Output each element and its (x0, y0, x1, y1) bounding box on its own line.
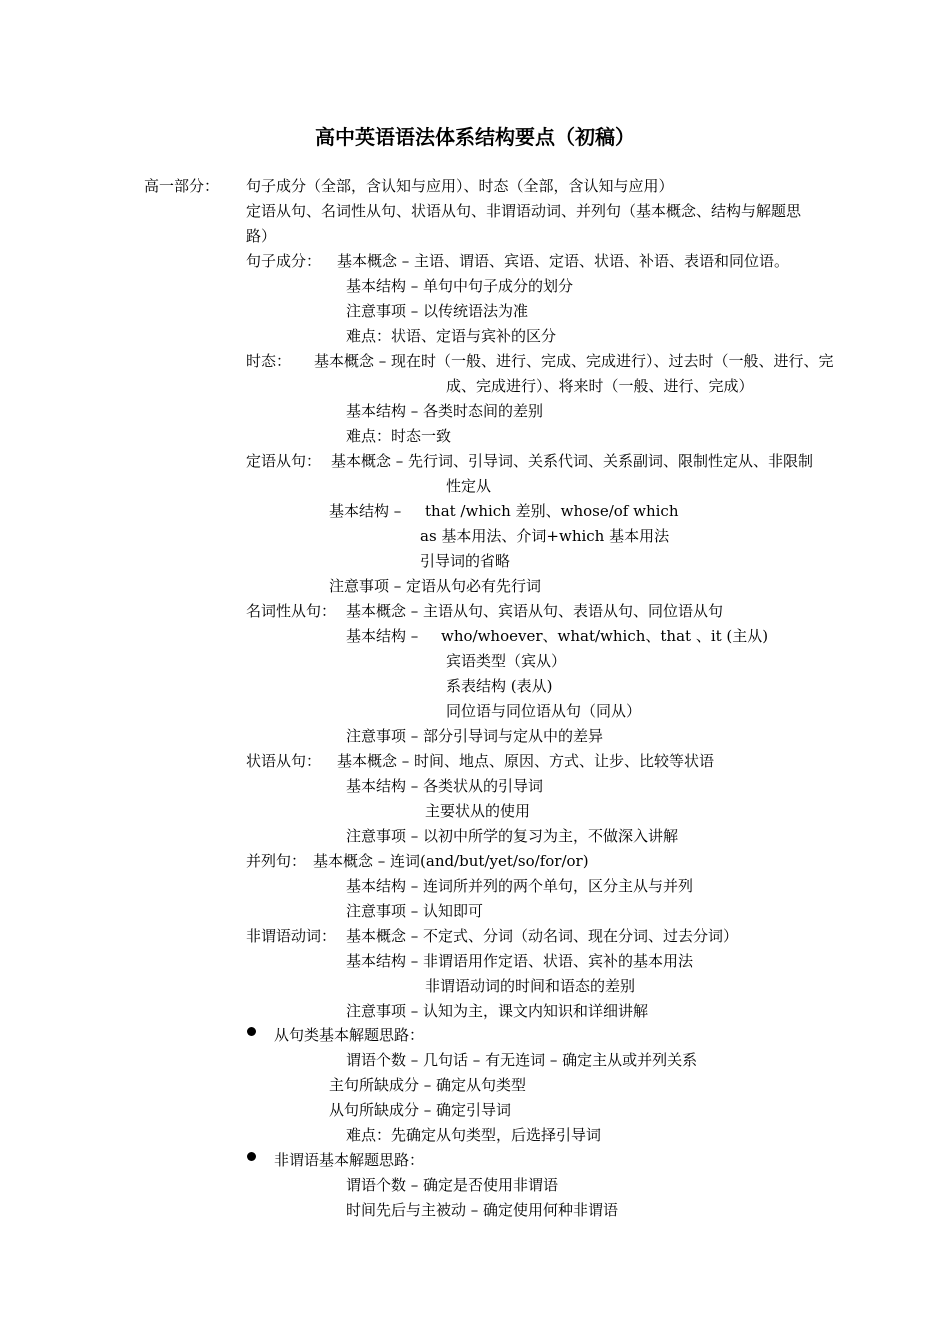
text-line: 基本概念 – 主语从句、宾语从句、表语从句、同位语从句 (346, 602, 724, 620)
text-line: 非谓语动词的时间和语态的差别 (425, 977, 636, 995)
text-line: as 基本用法、介词+which 基本用法 (420, 527, 670, 545)
text-line: 基本结构 – 各类状从的引导词 (346, 777, 544, 795)
text-line: 基本概念 – 时间、地点、原因、方式、让步、比较等状语 (337, 752, 715, 770)
topic-label: 定语从句： (246, 452, 322, 470)
text-line: 路） (246, 227, 277, 245)
text-line: 基本概念 – 现在时（一般、进行、完成、完成进行）、过去时（一般、进行、完 (314, 352, 834, 370)
text-line: that /which 差别、whose/of which (425, 502, 679, 520)
text-line: 基本结构 – (346, 627, 419, 645)
text-line: 注意事项 – 以初中所学的复习为主，不做深入讲解 (346, 827, 679, 845)
bullet-icon (247, 1027, 256, 1036)
document-title: 高中英语语法体系结构要点（初稿） (315, 125, 635, 149)
text-line: 注意事项 – 部分引导词与定从中的差异 (346, 727, 604, 745)
text-line: who/whoever、what/which、that 、it (主从) (441, 627, 769, 645)
text-line: 主要状从的使用 (425, 802, 531, 820)
text-line: 难点：状语、定语与宾补的区分 (346, 327, 557, 345)
bullet-title: 非谓语基本解题思路： (274, 1151, 425, 1169)
section-label: 高一部分： (144, 177, 220, 195)
topic-label: 并列句： (246, 852, 307, 870)
text-line: 成、完成进行）、将来时（一般、进行、完成） (446, 377, 754, 395)
text-line: 性定从 (446, 477, 492, 495)
bullet-title: 从句类基本解题思路： (274, 1026, 425, 1044)
topic-label: 状语从句： (246, 752, 322, 770)
bullet-icon (247, 1152, 256, 1161)
text-line: 注意事项 – 以传统语法为准 (346, 302, 529, 320)
topic-label: 句子成分： (246, 252, 322, 270)
text-line: 引导词的省略 (420, 552, 511, 570)
text-line: 注意事项 – 认知即可 (346, 902, 484, 920)
text-line: 从句所缺成分 – 确定引导词 (329, 1101, 512, 1119)
text-line: 时间先后与主被动 – 确定使用何种非谓语 (346, 1201, 619, 1219)
text-line: 注意事项 – 认知为主，课文内知识和详细讲解 (346, 1002, 649, 1020)
text-line: 基本概念 – 连词(and/but/yet/so/for/or) (313, 852, 589, 870)
text-line: 基本结构 – 连词所并列的两个单句，区分主从与并列 (346, 877, 694, 895)
text-line: 谓语个数 – 几句话 – 有无连词 – 确定主从或并列关系 (346, 1051, 698, 1069)
text-line: 定语从句、名词性从句、状语从句、非谓语动词、并列句（基本概念、结构与解题思 (246, 202, 802, 220)
text-line: 同位语与同位语从句（同从） (446, 702, 642, 720)
topic-label: 名词性从句： (246, 602, 337, 620)
topic-label: 非谓语动词： (246, 927, 337, 945)
text-line: 难点：时态一致 (346, 427, 452, 445)
text-line: 基本概念 – 不定式、分词（动名词、现在分词、过去分词） (346, 927, 739, 945)
text-line: 宾语类型（宾从） (446, 652, 567, 670)
text-line: 基本结构 – 单句中句子成分的划分 (346, 277, 574, 295)
text-line: 主句所缺成分 – 确定从句类型 (329, 1076, 527, 1094)
text-line: 句子成分（全部，含认知与应用）、时态（全部，含认知与应用） (246, 177, 674, 195)
text-line: 基本概念 – 主语、谓语、宾语、定语、状语、补语、表语和同位语。 (337, 252, 790, 270)
text-line: 基本概念 – 先行词、引导词、关系代词、关系副词、限制性定从、非限制 (331, 452, 814, 470)
text-line: 基本结构 – 各类时态间的差别 (346, 402, 544, 420)
text-line: 基本结构 – 非谓语用作定语、状语、宾补的基本用法 (346, 952, 694, 970)
text-line: 难点：先确定从句类型，后选择引导词 (346, 1126, 602, 1144)
topic-label: 时态： (246, 352, 292, 370)
text-line: 系表结构 (表从) (446, 677, 553, 695)
text-line: 基本结构 – (329, 502, 402, 520)
text-line: 注意事项 – 定语从句必有先行词 (329, 577, 542, 595)
text-line: 谓语个数 – 确定是否使用非谓语 (346, 1176, 559, 1194)
